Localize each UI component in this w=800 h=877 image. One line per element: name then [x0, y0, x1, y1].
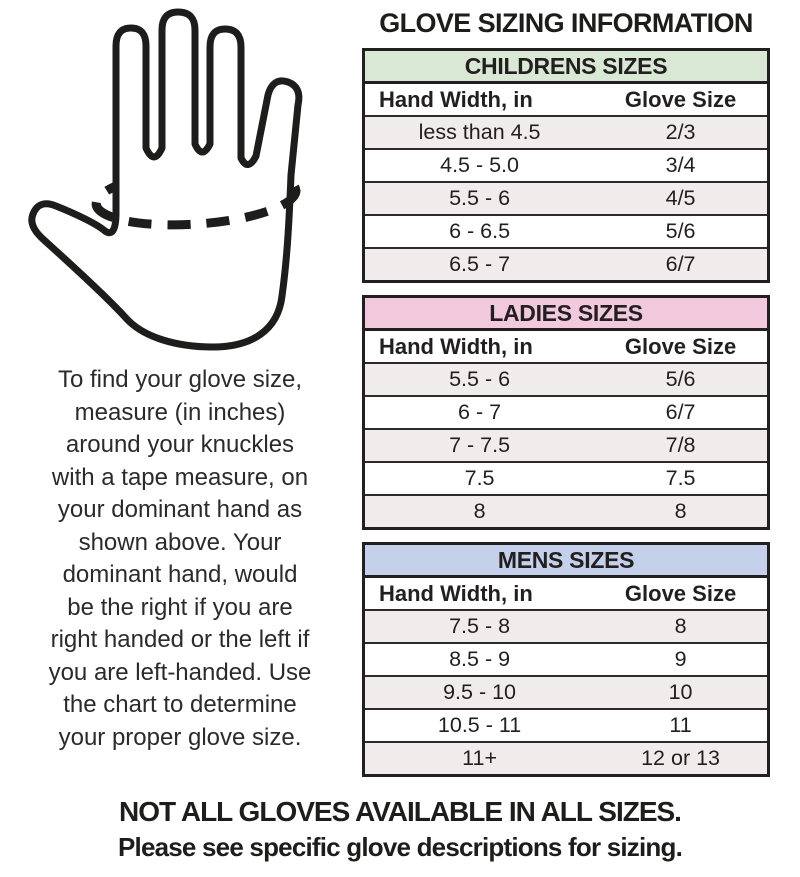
glove-size-cell: 6/7	[665, 252, 696, 276]
mens-sizes-table	[362, 542, 770, 777]
hand-width-cell: 7 - 7.5	[449, 433, 511, 457]
hand-width-cell: 7.5	[464, 466, 495, 490]
table-row	[365, 364, 767, 397]
glove-size-cell: 8	[674, 614, 687, 638]
hand-width-cell: 6 - 6.5	[449, 219, 511, 243]
hand-width-cell: 8	[473, 499, 486, 523]
table-row	[365, 216, 767, 249]
column-header-hand-width: Hand Width, in	[379, 581, 533, 606]
table-row	[365, 249, 767, 280]
table-row	[365, 677, 767, 710]
hand-width-cell: 11+	[462, 746, 497, 770]
availability-note	[0, 796, 800, 863]
glove-size-cell: 9	[674, 647, 687, 671]
hand-width-cell: 5.5 - 6	[449, 367, 511, 391]
childrens-table-title: CHILDRENS SIZES	[365, 51, 767, 84]
column-header-hand-width: Hand Width, in	[379, 334, 533, 359]
measurement-instructions	[5, 364, 355, 754]
glove-size-cell: 3/4	[665, 153, 696, 177]
column-header-hand-width: Hand Width, in	[379, 87, 533, 112]
glove-size-cell: 5/6	[665, 219, 696, 243]
table-row	[365, 117, 767, 150]
table-row	[365, 710, 767, 743]
hand-width-cell: 6.5 - 7	[449, 252, 511, 276]
glove-size-cell: 8	[674, 499, 687, 523]
ladies-sizes-table	[362, 295, 770, 530]
column-header-glove-size: Glove Size	[624, 87, 737, 112]
hand-width-cell: 6 - 7	[458, 400, 502, 424]
table-row	[365, 183, 767, 216]
glove-size-cell: 2/3	[665, 120, 696, 144]
table-row	[365, 463, 767, 496]
table-row	[365, 743, 767, 774]
hand-width-cell: 7.5 - 8	[449, 614, 511, 638]
page-title: GLOVE SIZING INFORMATION	[379, 8, 753, 38]
hand-width-cell: 8.5 - 9	[449, 647, 511, 671]
glove-size-cell: 6/7	[665, 400, 696, 424]
instructions-line: around your knuckles	[65, 431, 295, 458]
column-header-glove-size: Glove Size	[624, 581, 737, 606]
glove-size-cell: 10	[668, 680, 693, 704]
ladies-column-headers	[365, 331, 767, 364]
glove-size-cell: 5/6	[665, 367, 696, 391]
instructions-line: measure (in inches)	[74, 398, 286, 426]
instructions-line: dominant hand, would	[62, 561, 298, 588]
hand-width-cell: 9.5 - 10	[443, 680, 517, 704]
instructions-line: your proper glove size.	[58, 723, 302, 751]
glove-size-cell: 4/5	[665, 186, 696, 210]
hand-width-cell: 5.5 - 6	[449, 186, 511, 210]
childrens-sizes-table	[362, 48, 770, 283]
table-row	[365, 397, 767, 430]
table-row	[365, 644, 767, 677]
glove-size-cell: 12 or 13	[641, 746, 720, 770]
instructions-line: your dominant hand as	[57, 496, 303, 523]
mens-table-title: MENS SIZES	[365, 545, 767, 578]
availability-note-line2: Please see specific glove descriptions for sizing.	[117, 832, 682, 862]
instructions-line: you are left-handed. Use	[48, 658, 312, 686]
instructions-line: be the right if you are	[67, 593, 293, 621]
table-row	[365, 611, 767, 644]
instructions-line: the chart to determine	[63, 691, 297, 718]
glove-size-cell: 11	[669, 713, 692, 737]
hand-measurement-illustration	[0, 0, 340, 365]
table-row	[365, 150, 767, 183]
sizing-tables-column	[362, 8, 770, 789]
instructions-line: with a tape measure, on	[51, 463, 309, 491]
instructions-line: right handed or the left if	[50, 626, 310, 653]
hand-width-cell: less than 4.5	[418, 120, 541, 144]
table-row	[365, 430, 767, 463]
hand-outline	[32, 12, 299, 347]
availability-note-line1: NOT ALL GLOVES AVAILABLE IN ALL SIZES.	[119, 796, 681, 827]
instructions-line: To find your glove size,	[57, 366, 303, 393]
hand-width-cell: 10.5 - 11	[437, 713, 522, 737]
glove-size-cell: 7/8	[665, 433, 696, 457]
childrens-column-headers	[365, 84, 767, 117]
hand-width-cell: 4.5 - 5.0	[440, 153, 519, 177]
table-row	[365, 496, 767, 527]
mens-column-headers	[365, 578, 767, 611]
ladies-table-title: LADIES SIZES	[365, 298, 767, 331]
column-header-glove-size: Glove Size	[624, 334, 737, 359]
glove-size-cell: 7.5	[665, 466, 696, 490]
instructions-line: shown above. Your	[78, 528, 282, 556]
